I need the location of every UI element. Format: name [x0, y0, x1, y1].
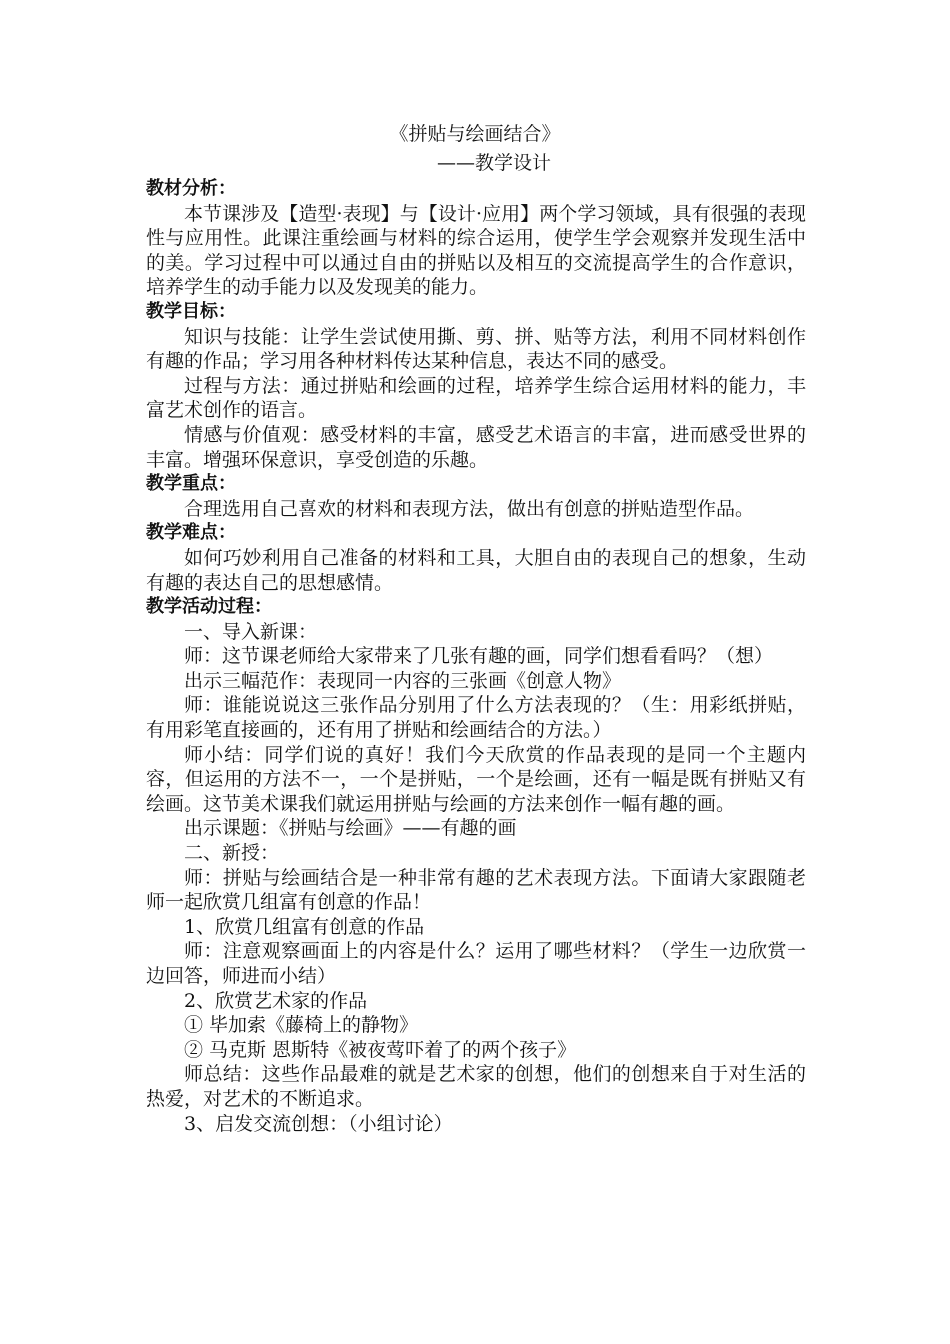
text-line: 出示三幅范作：表现同一内容的三张画《创意人物》 [184, 669, 622, 692]
paragraph: 过程与方法：通过拼贴和绘画的过程，培养学生综合运用材料的能力，丰富艺术创作的语言。 [146, 374, 806, 422]
paragraph: 师小结：同学们说的真好！我们今天欣赏的作品表现的是同一个主题内容，但运用的方法不一，一个是拼贴，一个是绘画，还有一幅是既有拼贴又有绘画。这节美术课我们就运用拼贴与绘画的方法来创作一幅有趣的画。 [146, 743, 806, 815]
text-line: 3、启发交流创想：（小组讨论） [184, 1112, 453, 1135]
document-body [146, 177, 806, 1136]
text-line: 二、新授： [184, 842, 280, 865]
text-line: 1、欣赏几组富有创意的作品 [184, 915, 425, 938]
text-line: ② 马克斯 恩斯特《被夜莺吓着了的两个孩子》 [184, 1038, 577, 1061]
paragraph: 师：谁能说说这三张作品分别用了什么方法表现的？（生：用彩纸拼贴，有用彩笔直接画的，还有用了拼贴和绘画结合的方法。） [146, 694, 806, 742]
section-heading: 教学重点： [146, 473, 236, 495]
document-title: 《拼贴与绘画结合》 [389, 123, 561, 145]
text-line: 2、欣赏艺术家的作品 [184, 989, 368, 1012]
section-heading: 教材分析： [146, 178, 236, 199]
paragraph: 如何巧妙利用自己准备的材料和工具，大胆自由的表现自己的想象，生动有趣的表达自己的思想感情。 [146, 546, 806, 594]
section-heading: 教学活动过程： [146, 596, 272, 618]
text-line: ① 毕加索《藤椅上的静物》 [184, 1014, 419, 1037]
paragraph: 师：这节课老师给大家带来了几张有趣的画，同学们想看看吗？（想） [184, 645, 774, 668]
document-subtitle: ——教学设计 [437, 152, 552, 174]
paragraph: 合理选用自己喜欢的材料和表现方法，做出有创意的拼贴造型作品。 [184, 497, 755, 520]
paragraph: 知识与技能：让学生尝试使用撕、剪、拼、贴等方法，利用不同材料创作有趣的作品；学习用各种材料传达某种信息，表达不同的感受。 [146, 325, 806, 373]
paragraph: 师：拼贴与绘画结合是一种非常有趣的艺术表现方法。下面请大家跟随老师一起欣赏几组富有创意的作品！ [146, 866, 806, 914]
section-heading: 教学目标： [146, 300, 236, 322]
text-line: 一、导入新课： [184, 620, 318, 643]
paragraph: 本节课涉及【造型·表现】与【设计·应用】两个学习领域，具有很强的表现性与应用性。此课注重绘画与材料的综合运用，使学生学会观察并发现生活中的美。学习过程中可以通过自由的拼贴以及相互的交流提高学生的合作意识，培养学生的动手能力以及发现美的能力。 [146, 202, 806, 299]
text-line: 出示课题：《拼贴与绘画》——有趣的画 [184, 817, 517, 840]
section-heading: 教学难点： [146, 522, 236, 544]
paragraph: 情感与价值观：感受材料的丰富，感受艺术语言的丰富，进而感受世界的丰富。增强环保意识，享受创造的乐趣。 [146, 423, 806, 471]
paragraph: 师总结：这些作品最难的就是艺术家的创想，他们的创想来自于对生活的热爱，对艺术的不断追求。 [146, 1063, 806, 1110]
paragraph: 师：注意观察画面上的内容是什么？运用了哪些材料？（学生一边欣赏一边回答，师进而小结） [146, 940, 806, 987]
